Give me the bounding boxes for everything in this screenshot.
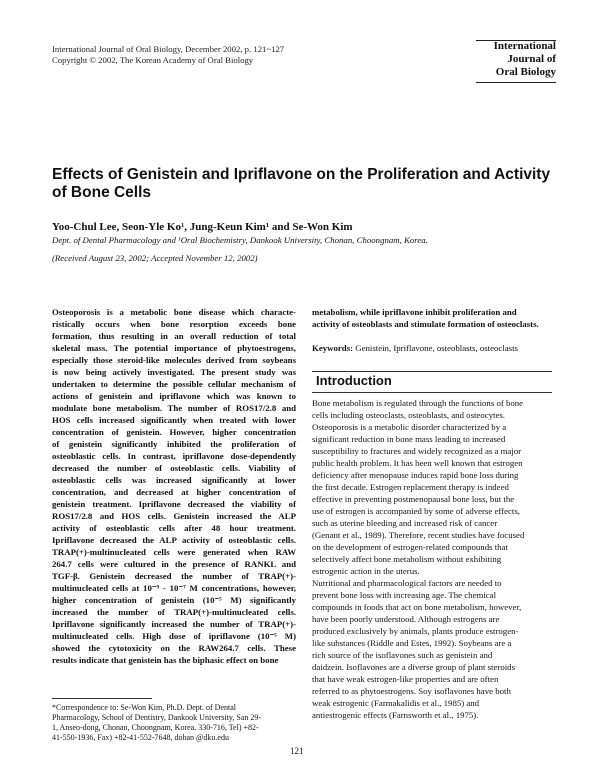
abstract-line: increased the number of TRAP(+)-multinucleated cells. [52,607,296,617]
body-line: Osteoporosis is a metabolic disorder characterized by a [312,422,507,432]
journal-name-box [472,40,556,79]
body-line: deficiency after menopause induces rapid bone loss during [312,470,519,480]
journal-box-line: Oral Biology [495,66,556,78]
body-line: rich source of the isoflavones such as genistein and [312,650,493,660]
abstract-line: Ipriflavone significantly increased the number of TRAP(+)- [52,619,296,629]
abstract-line: multinucleated cells. High dose of ipriflavone (10⁻⁵ M) [52,631,296,641]
abstract-line: genistein treatment. Ipriflavone decreased the viability of [52,499,296,509]
keywords [312,342,552,354]
abstract-line: activity of osteoblastic cells after 48 hour treatment. [52,523,296,533]
footnote-rule [52,698,152,699]
abstract-line: 264.7 cells were cultured in the presence of RANKL and [52,559,296,569]
body-line: compounds in foods that act on bone metabolism, however, [312,602,522,612]
keywords-text: Genistein, Ipriflavone, osteoblasts, osteoclasts [353,343,518,353]
body-line: daidzein. Isoflavones are a diverse group of plant steroids [312,662,515,672]
body-line: the first decade. Estrogen replacement therapy is indeed [312,482,509,492]
abstract-line: modulate bone metabolism. The number of ROS17/2.8 and [52,403,296,413]
body-line: prevent bone loss with increasing age. The chemical [312,590,497,600]
abstract-line: results indicate that genistein has the biphasic effect on bone [52,655,279,665]
copyright-line: Copyright © 2002, The Korean Academy of Oral Biology [52,55,254,65]
abstract-line: HOS cells increased significantly when treated with lower [52,415,296,425]
body-line: (Genant et al., 1989). Therefore, recent studies have focused [312,530,525,540]
journal-box-line: Journal of [507,53,556,65]
page-number: 121 [290,746,304,756]
author-list: Yoo-Chul Lee, Seon-Yle Ko¹, Jung-Keun Kim¹ and Se-Won Kim [52,221,353,233]
abstract-line: osteoblastic cells. In contrast, ipriflavone dose-dependently [52,451,296,461]
body-line: like substances (Riddle and Estes, 1992). Soybeans are a [312,638,512,648]
footnote-line: 41-550-1936, Fax) +82-41-552-7648, doban @dku.edu [52,733,229,742]
body-line: on the development of estrogen-related compounds that [312,542,508,552]
abstract-line: actions of genistein and ipriflavone which was known to [52,391,296,401]
footnote-line: *Correspondence to: Se-Won Kim, Ph.D. Dept. of Dental [52,703,236,712]
body-line: Bone metabolism is regulated through the functions of bone [312,398,524,408]
body-line: significant reduction in bone mass leading to increased [312,434,506,444]
abstract-line: TRAP(+)-multinucleated cells were generated when RAW [52,547,296,557]
abstract-line: showed the cytotoxicity on the RAW264.7 cells. These [52,643,296,653]
footnote-line: 1, Anseo-dong, Chonan, Choongnam, Korea. 330-716, Tel) +82- [52,723,259,732]
abstract-line: metabolism, while ipriflavone inhibit proliferation and [312,307,517,317]
abstract-line: Osteoporosis is a metabolic bone disease which characte- [52,307,296,317]
abstract-line: multinucleated cells at 10⁻⁹ - 10⁻⁷ M concentrations, however, [52,583,296,593]
abstract-line: concentration of genistein. However, higher concentration [52,427,296,437]
abstract-line: higher concentration of genistein (10⁻⁵ M) significantly [52,595,296,605]
journal-citation: International Journal of Oral Biology, December 2002, p. 121~127 [52,44,285,54]
abstract-line: especially those steroid-like molecules derived from soybeans [52,355,296,365]
abstract-line: TGF-β. Genistein decreased the number of TRAP(+)- [52,571,296,581]
body-line: weak estrogenic (Farmakalidis et al., 1985) and [312,698,480,708]
body-line: cells including osteoclasts, osteoblasts, and osteocytes. [312,410,506,420]
abstract-line: undertaken to determine the possible cellular mechanism of [52,379,296,389]
abstract-line: concentration, and decreased at higher concentration of [52,487,296,497]
abstract-line: activity of osteoblasts and stimulate formation of osteoclasts. [312,319,539,329]
footnote-line: Pharmacology, School of Dentistry, Dankook University, San 29- [52,713,262,722]
abstract-line: formation, thus resulting in an overall reduction of total [52,331,296,341]
body-line: antiestrogenic effects (Farnsworth et al., 1975). [312,710,479,720]
body-line: estrogenic action in the uterus. [312,566,420,576]
journal-box-line: International [493,40,556,52]
body-line: referred to as phytoestrogens. Soy isoflavones have both [312,686,511,696]
abstract-line: skeletal mass. The potential importance of phytoestrogens, [52,343,296,353]
abstract-left-column [52,306,296,666]
abstract-line: Ipriflavone decreased the ALP activity of osteoblastic cells. [52,535,296,545]
affiliation: Dept. of Dental Pharmacology and ¹Oral Biochemistry, Dankook University, Chonan, Choongnam, Korea. [52,235,428,245]
body-line: Nutritional and pharmacological factors are needed to [312,578,502,588]
abstract-line: ristically occurs when bone resorption exceeds bone [52,319,296,329]
body-line: have been poorly understood. Although estrogens are [312,614,500,624]
right-column-top [312,306,552,354]
body-line: susceptibility to fractures and widely recognized as a major [312,446,522,456]
body-line: such as uterine bleeding and increased risk of cancer [312,518,498,528]
introduction-body [312,397,552,721]
correspondence-footnote [52,703,296,743]
abstract-line: of genistein significantly inhibited the proliferation of [52,439,296,449]
introduction-heading: Introduction [316,373,392,388]
body-line: effective in preventing postmenopausal bone loss, but the [312,494,515,504]
journal-box-bottom-rule [476,82,556,83]
received-dates: (Received August 23, 2002; Accepted November 12, 2002) [52,253,258,263]
body-line: public health problem. It has been well known that estrogen [312,458,523,468]
abstract-continuation [312,306,552,330]
body-line: use of estrogen is accompanied by some of adverse effects, [312,506,520,516]
article-title: Effects of Genistein and Ipriflavone on the Proliferation and Activity of Bone Cells [52,166,551,201]
abstract-line: osteoblastic cells was increased significantly at lower [52,475,296,485]
body-line: produced exclusively by animals, plants produce estrogen- [312,626,519,636]
body-line: selectively affect bone metabolism without exhibiting [312,554,502,564]
body-line: that have weak estrogen-like properties and are often [312,674,499,684]
abstract-line: ROS17/2.8 and HOS cells. Genistein increased the ALP [52,511,296,521]
abstract-line: decreased the number of osteoblastic cells. Viability of [52,463,296,473]
keywords-label: Keywords: [312,343,354,353]
abstract-line: is now being actively investigated. The present study was [52,367,296,377]
